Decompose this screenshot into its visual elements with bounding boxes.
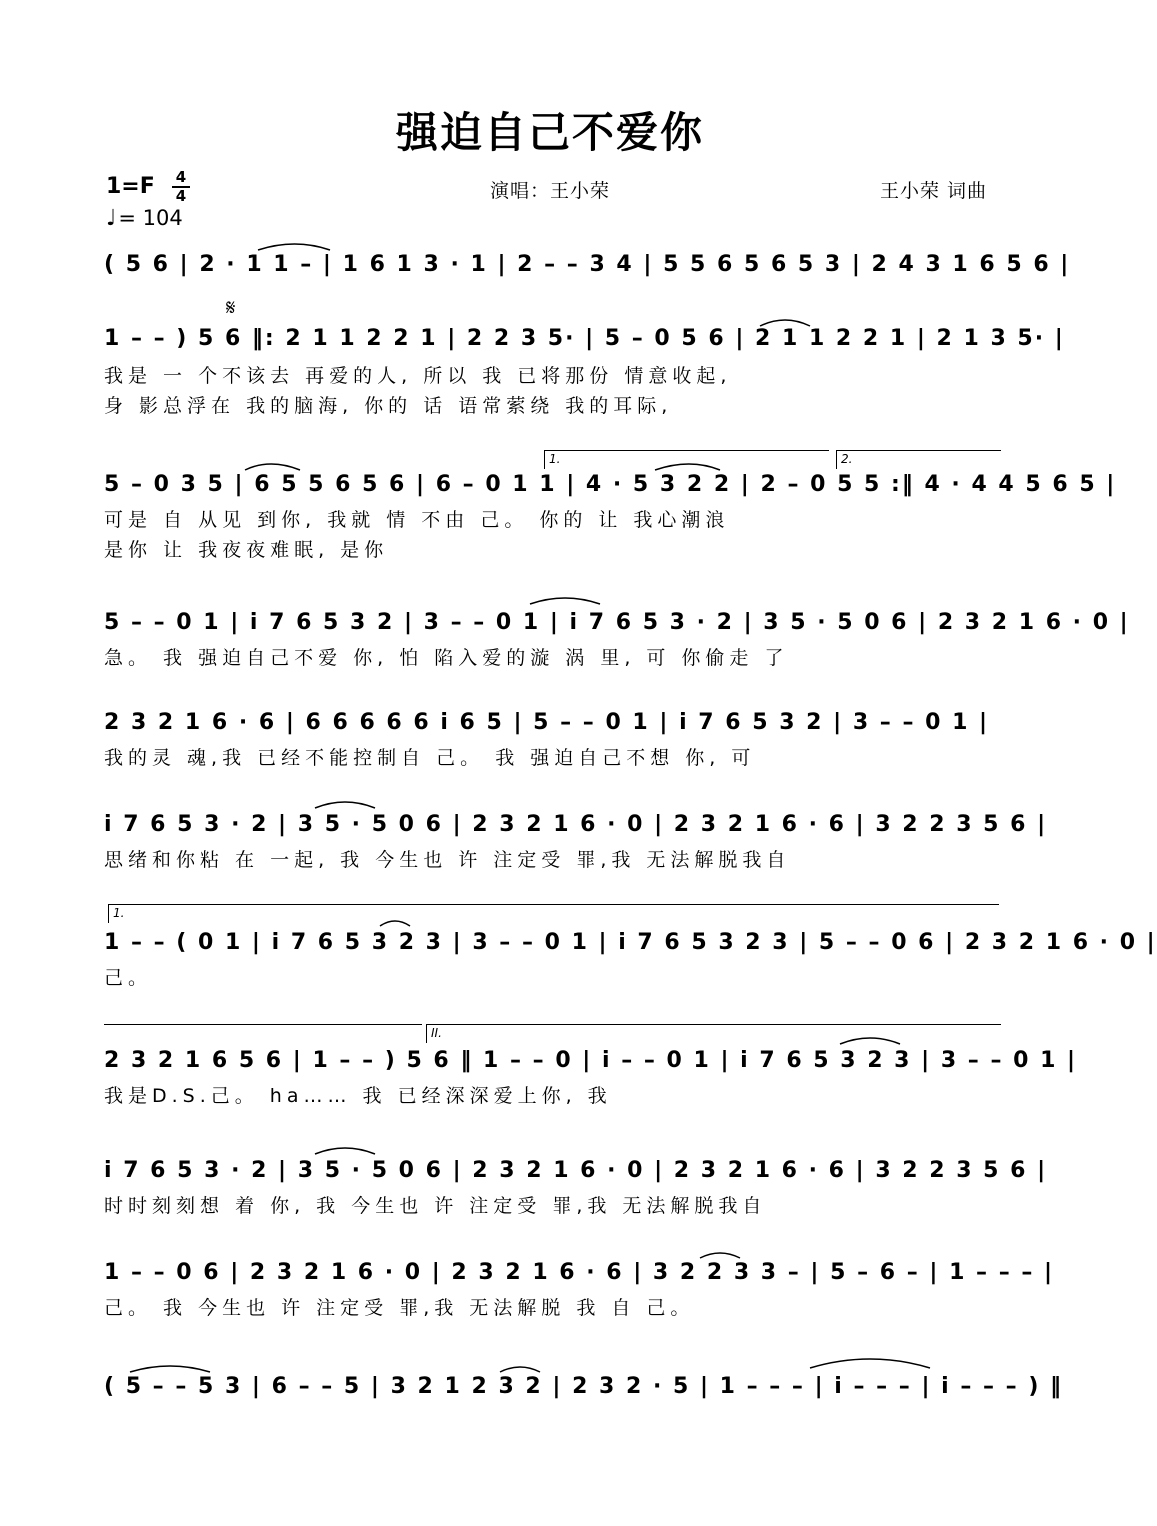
singer-credit: 演唱：王小荣	[490, 180, 611, 202]
quarter-note-icon: ♩	[106, 206, 117, 231]
lyric-verse-2: 是你 让 我夜夜难眠, 是你	[104, 539, 389, 561]
song-title: 强迫自己不爱你	[395, 108, 704, 157]
key-signature: 1=F	[106, 174, 155, 199]
time-signature-bottom: 4	[175, 187, 187, 205]
tie-arc	[130, 1366, 210, 1372]
lyric-line: 急。 我 强迫自己不爱 你, 怕 陷入爱的漩 涡 里, 可 你偷走 了	[104, 647, 789, 669]
tempo-marking	[106, 206, 183, 231]
lyric-line: 己。 我 今生也 许 注定受 罪,我 无法解脱 我 自 己。	[104, 1297, 695, 1319]
lyric-verse-2: 身 影总浮在 我的脑海, 你的 话 语常萦绕 我的耳际,	[104, 395, 673, 417]
notation-line: 1 – – ) 5 6 ‖: 2 1 1 2 2 1 | 2 2 3 5· | 5 – 0 5 6 | 2 1 1 2 2 1 | 2 1 3 5· |	[104, 326, 1065, 351]
notation-line: ( 5 – – 5 3 | 6 – – 5 | 3 2 1 2 3 2 | 2 3 2 · 5 | 1 – – – | i – – – | i – – – ) ‖	[104, 1374, 1064, 1399]
notation-line: 2 3 2 1 6 · 6 | 6 6 6 6 6 i 6 5 | 5 – – 0 1 | i 7 6 5 3 2 | 3 – – 0 1 |	[104, 710, 990, 735]
notation-line: 1 – – 0 6 | 2 3 2 1 6 · 0 | 2 3 2 1 6 · 6 | 3 2 2 3 3 – | 5 – 6 – | 1 – – – |	[104, 1260, 1055, 1285]
notation-line: 2 3 2 1 6 5 6 | 1 – – ) 5 6 ‖ 1 – – 0 | i – – 0 1 | i 7 6 5 3 2 3 | 3 – – 0 1 |	[104, 1048, 1078, 1073]
notation-line: i 7 6 5 3 · 2 | 3 5 · 5 0 6 | 2 3 2 1 6 · 0 | 2 3 2 1 6 · 6 | 3 2 2 3 5 6 |	[104, 812, 1048, 837]
lyric-line: 己。	[104, 967, 153, 989]
volta-second-ending: II.	[426, 1024, 1001, 1043]
notation-line: 5 – 0 3 5 | 6 5 5 6 5 6 | 6 – 0 1 1 | 4 · 5 3 2 2 | 2 – 0 5 5 :‖ 4 · 4 4 5 6 5 |	[104, 472, 1117, 497]
volta-first-ending: 1.	[108, 904, 999, 923]
tempo-value: = 104	[118, 206, 183, 230]
lyric-line: 时时刻刻想 着 你, 我 今生也 许 注定受 罪,我 无法解脱我自	[104, 1195, 767, 1217]
tie-arc	[500, 1367, 540, 1372]
tie-arc	[258, 244, 330, 250]
lyric-line: 我的灵 魂,我 已经不能控制自 己。 我 强迫自己不想 你, 可	[104, 747, 756, 769]
tie-arc	[245, 464, 300, 470]
volta-line	[104, 1024, 422, 1025]
time-signature-top: 4	[175, 168, 187, 186]
lyric-verse-1: 我是 一 个不该去 再爱的人, 所以 我 已将那份 情意收起,	[104, 365, 732, 387]
lyric-line: 我是D.S.己。 ha…… 我 已经深深爱上你, 我	[104, 1085, 612, 1107]
notation-line: 1 – – ( 0 1 | i 7 6 5 3 2 3 | 3 – – 0 1 | i 7 6 5 3 2 3 | 5 – – 0 6 | 2 3 2 1 6 · 0 |	[104, 930, 1157, 955]
tie-arc	[700, 1253, 740, 1258]
composer-credit: 王小荣 词曲	[880, 180, 988, 202]
tie-arc	[315, 802, 375, 808]
volta-first-ending: 1.	[544, 450, 829, 469]
volta-second-ending: 2.	[836, 450, 1001, 469]
notation-line: ( 5 6 | 2 · 1 1 – | 1 6 1 3 · 1 | 2 – – 3 4 | 5 5 6 5 6 5 3 | 2 4 3 1 6 5 6 |	[104, 252, 1071, 277]
segno-icon: 𝄋	[226, 296, 236, 321]
tie-arc	[810, 1359, 930, 1368]
tie-arc	[530, 598, 600, 604]
lyric-line: 思绪和你粘 在 一起, 我 今生也 许 注定受 罪,我 无法解脱我自	[104, 849, 791, 871]
tie-arc	[315, 1148, 375, 1154]
notation-line: i 7 6 5 3 · 2 | 3 5 · 5 0 6 | 2 3 2 1 6 · 0 | 2 3 2 1 6 · 6 | 3 2 2 3 5 6 |	[104, 1158, 1048, 1183]
notation-line: 5 – – 0 1 | i 7 6 5 3 2 | 3 – – 0 1 | i 7 6 5 3 · 2 | 3 5 · 5 0 6 | 2 3 2 1 6 · 0 |	[104, 610, 1130, 635]
lyric-verse-1: 可是 自 从见 到你, 我就 情 不由 己。 你的 让 我心潮浪	[104, 509, 730, 531]
time-signature	[172, 170, 190, 204]
